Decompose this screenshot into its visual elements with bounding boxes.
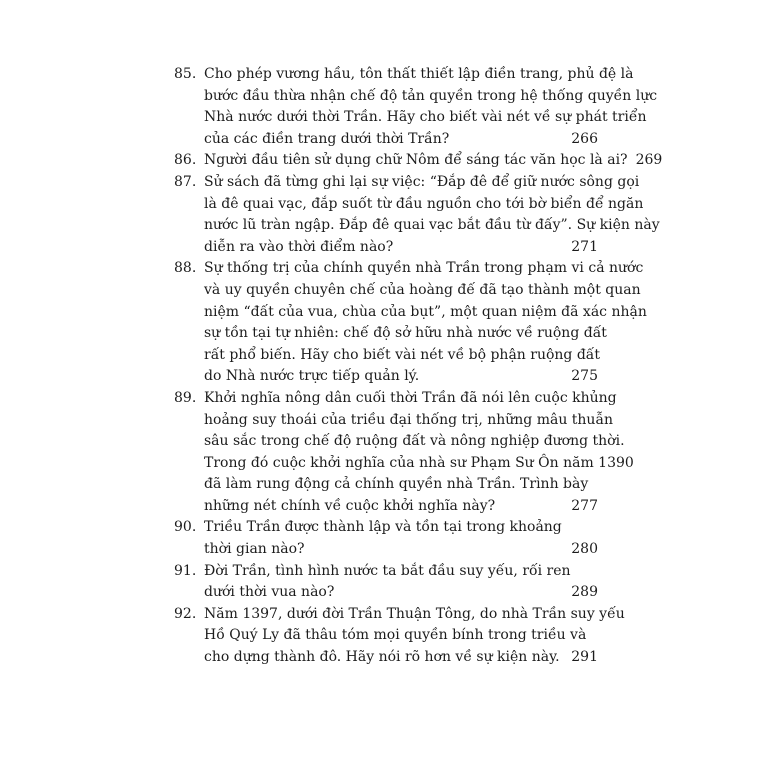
entry-text-line: [204, 150, 663, 172]
entry-page-number: 277: [571, 497, 598, 514]
entry-text-line: Cho phép vương hầu, tôn thất thiết lập điền trang, phủ đệ là: [204, 66, 634, 82]
entry-page-number: 280: [571, 541, 598, 558]
entry-text-line: Hồ Quý Ly đã thâu tóm mọi quyền bính trong triều và: [204, 627, 587, 644]
entry-number: 89.: [174, 389, 197, 406]
entry-text-line: Năm 1397, dưới đời Trần Thuận Tông, do nhà Trần suy yếu: [204, 605, 625, 622]
entry-text-line: [204, 496, 598, 518]
entry-text-line: [204, 366, 598, 388]
entry-page-number: 271: [571, 238, 598, 255]
entry-text-line: Sự thống trị của chính quyền nhà Trần trong phạm vi cả nước: [204, 260, 644, 277]
entry-text-line: Đời Trần, tình hình nước ta bắt đầu suy yếu, rối ren: [204, 562, 571, 579]
entry-page-number: 269: [635, 152, 663, 169]
entry-page-number: 291: [571, 649, 598, 666]
entry-text-line: Sử sách đã từng ghi lại sự việc: “Đắp đê để giữ nước sông gọi: [204, 173, 640, 190]
entry-text-line: Khởi nghĩa nông dân cuối thời Trần đã nói lên cuộc khủng: [204, 389, 617, 406]
toc-entry: [174, 517, 598, 560]
entry-page-number: 289: [571, 584, 598, 601]
toc-entry: [174, 604, 625, 669]
entry-text: của các điền trang dưới thời Trần?: [204, 130, 450, 147]
entry-text-line: hoảng suy thoái của triều đại thống trị, những mâu thuẫn: [204, 411, 614, 428]
entry-text: diễn ra vào thời điểm nào?: [204, 238, 394, 255]
entry-page-number: 275: [571, 368, 598, 385]
entry-number: 91.: [174, 562, 197, 579]
entry-text-line: nước lũ tràn ngập. Đắp đê quai vạc bắt đầu từ đấy”. Sự kiện này: [204, 217, 660, 234]
toc-entry: [174, 64, 658, 150]
entry-text: cho dựng thành đô. Hãy nói rõ hơn về sự kiện này.: [204, 649, 560, 666]
entry-number: 88.: [174, 260, 197, 277]
entry-text: những nét chính về cuộc khởi nghĩa này?: [204, 497, 496, 514]
entry-number: 90.: [174, 519, 197, 536]
entry-page-number: 266: [571, 130, 598, 147]
entry-text-line: sự tồn tại tự nhiên: chế độ sở hữu nhà nước về ruộng đất: [204, 325, 607, 342]
toc-entry: [174, 258, 647, 388]
entry-text: do Nhà nước trực tiếp quản lý.: [204, 368, 420, 385]
entry-text: Người đầu tiên sử dụng chữ Nôm để sáng tác văn học là ai?: [204, 152, 628, 169]
entry-text-line: và uy quyền chuyên chế của hoàng đế đã tạo thành một quan: [204, 281, 641, 298]
entry-text-line: bước đầu thừa nhận chế độ tản quyền trong hệ thống quyền lực: [204, 87, 658, 104]
toc-entry: [174, 150, 663, 172]
entry-text-line: [204, 647, 598, 669]
entry-text-line: niệm “đất của vua, chùa của bụt”, một quan niệm đã xác nhận: [204, 303, 647, 320]
entry-text: dưới thời vua nào?: [204, 584, 335, 601]
entry-text-line: rất phổ biến. Hãy cho biết vài nét về bộ phận ruộng đất: [204, 346, 600, 363]
toc-entry: [174, 388, 634, 518]
entry-number: 85.: [174, 66, 197, 82]
toc-entry: [174, 561, 598, 604]
entry-text-line: sâu sắc trong chế độ ruộng đất và nông nghiệp đương thời.: [204, 433, 625, 450]
entry-text-line: Nhà nước dưới thời Trần. Hãy cho biết vài nét về sự phát triển: [204, 109, 647, 126]
entry-text: thời gian nào?: [204, 541, 305, 558]
entry-number: 86.: [174, 152, 197, 169]
table-of-contents: [174, 64, 663, 669]
entry-number: 87.: [174, 173, 197, 190]
entry-text-line: [204, 129, 598, 151]
entry-text-line: đã làm rung động cả chính quyền nhà Trần. Trình bày: [204, 476, 589, 493]
entry-text-line: là đê quai vạc, đắp suốt từ đầu nguồn cho tới bờ biển để ngăn: [204, 195, 644, 212]
entry-text-line: Triều Trần được thành lập và tồn tại trong khoảng: [204, 519, 562, 536]
entry-text-line: [204, 582, 598, 604]
toc-entry: [174, 172, 660, 258]
entry-number: 92.: [174, 605, 197, 622]
entry-text-line: [204, 539, 598, 561]
entry-text-line: Trong đó cuộc khởi nghĩa của nhà sư Phạm Sư Ôn năm 1390: [204, 454, 634, 471]
entry-text-line: [204, 237, 598, 259]
